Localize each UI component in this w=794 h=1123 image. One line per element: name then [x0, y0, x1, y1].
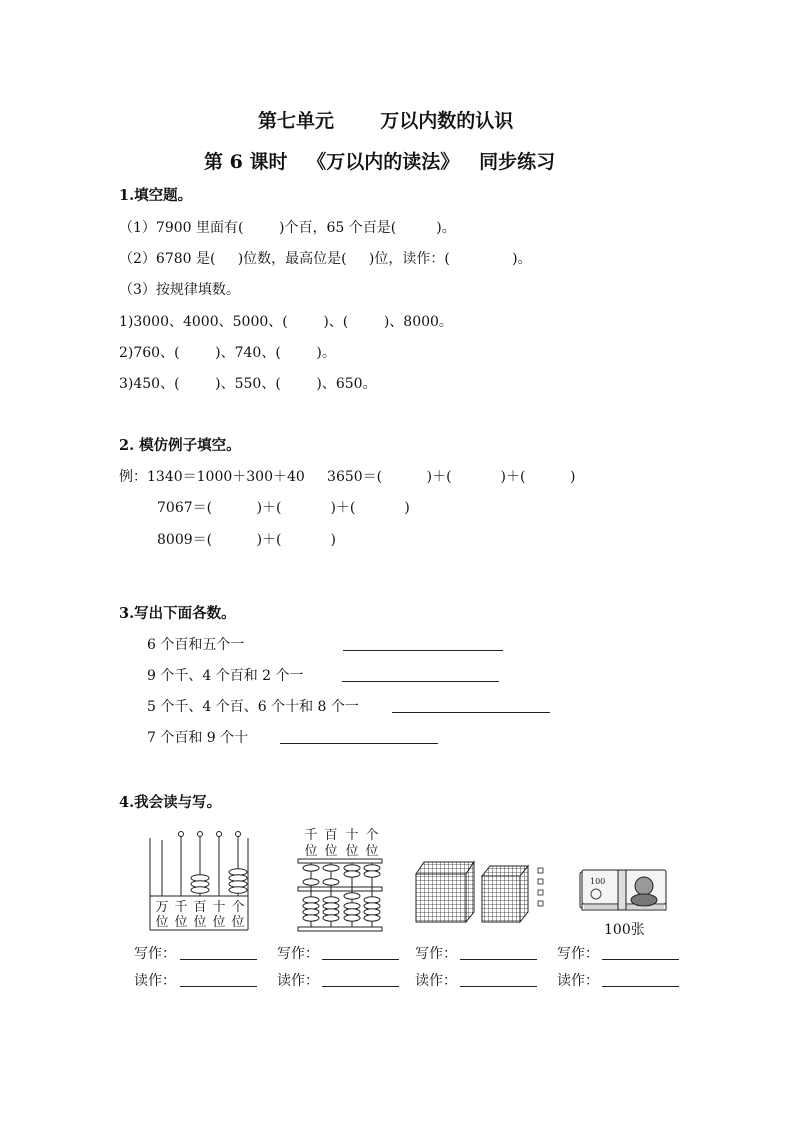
- abacus1-label-1: 千: [174, 900, 188, 915]
- q3-answer-line-3[interactable]: [392, 712, 550, 713]
- abacus1-label-0: 万: [155, 900, 169, 915]
- q3-answer-line-4[interactable]: [280, 743, 438, 744]
- q3-answer-line-2[interactable]: [342, 681, 499, 682]
- abacus1-sub-3: 位: [212, 915, 226, 930]
- q1-title: 1.填空题。: [119, 187, 193, 204]
- q1-item-4: 1)3000、4000、5000、( )、( )、8000。: [119, 314, 453, 330]
- abacus2-sub-2: 位: [345, 844, 359, 859]
- write-label-2: 写作：: [277, 946, 319, 962]
- abacus2-sub-1: 位: [324, 844, 338, 859]
- money-caption: 100张: [604, 922, 645, 938]
- q1-item-5: 2)760、( )、740、( )。: [119, 345, 336, 361]
- abacus1-sub-1: 位: [174, 915, 188, 930]
- q3-item-4: 7 个百和 9 个十: [147, 730, 249, 746]
- q1-item-3: （3）按规律填数。: [119, 282, 240, 298]
- abacus1-label-3: 十: [212, 900, 226, 915]
- write-line-1[interactable]: [180, 959, 257, 960]
- q3-title: 3.写出下面各数。: [119, 605, 236, 622]
- abacus1-label-2: 百: [193, 900, 207, 915]
- lesson-title: 第 6 课时 《万以内的读法》 同步练习: [204, 151, 556, 173]
- write-line-2[interactable]: [322, 959, 399, 960]
- read-line-1[interactable]: [180, 986, 257, 987]
- q1-item-6: 3)450、( )、550、( )、650。: [119, 376, 377, 392]
- abacus2-label-2: 十: [345, 828, 359, 843]
- q3-item-1: 6 个百和五个一: [147, 637, 245, 653]
- q2-item-2: 8009＝( )＋( ): [157, 532, 336, 548]
- write-line-4[interactable]: [602, 959, 679, 960]
- abacus2-label-3: 个: [365, 828, 379, 843]
- abacus2-label-0: 千: [304, 828, 318, 843]
- q2-item-1: 7067＝( )＋( )＋( ): [157, 500, 410, 516]
- banknote-stack-image: [578, 866, 668, 916]
- read-label-3: 读作：: [415, 973, 457, 989]
- svg-text:100: 100: [590, 877, 606, 886]
- write-label-4: 写作：: [557, 946, 599, 962]
- write-label-3: 写作：: [415, 946, 457, 962]
- q2-title: 2. 模仿例子填空。: [119, 437, 241, 454]
- abacus2-label-1: 百: [324, 828, 338, 843]
- abacus1-label-4: 个: [231, 900, 245, 915]
- abacus-counting-frame-image: [146, 830, 252, 932]
- abacus2-sub-0: 位: [304, 844, 318, 859]
- write-label-1: 写作：: [134, 946, 176, 962]
- abacus-suanpan-image: [292, 826, 386, 934]
- unit-title: 第七单元 万以内数的认识: [258, 110, 514, 132]
- abacus1-sub-2: 位: [193, 915, 207, 930]
- q1-item-1: （1）7900 里面有( )个百，65 个百是( )。: [119, 220, 456, 236]
- write-line-3[interactable]: [460, 959, 537, 960]
- read-label-4: 读作：: [557, 973, 599, 989]
- q1-item-2: （2）6780 是( )位数，最高位是( )位，读作：( )。: [119, 251, 532, 267]
- thousand-cubes-image: [412, 856, 552, 926]
- q3-item-2: 9 个千、4 个百和 2 个一: [147, 668, 304, 684]
- abacus1-sub-0: 位: [155, 915, 169, 930]
- read-line-2[interactable]: [322, 986, 399, 987]
- q2-example: 例：1340＝1000＋300＋40 3650＝( )＋( )＋( ): [119, 469, 576, 485]
- read-line-4[interactable]: [602, 986, 679, 987]
- read-line-3[interactable]: [460, 986, 537, 987]
- abacus1-sub-4: 位: [231, 915, 245, 930]
- abacus2-sub-3: 位: [365, 844, 379, 859]
- read-label-1: 读作：: [134, 973, 176, 989]
- q4-title: 4.我会读与写。: [119, 794, 222, 811]
- q3-answer-line-1[interactable]: [343, 650, 503, 651]
- q3-item-3: 5 个千、4 个百、6 个十和 8 个一: [147, 699, 359, 715]
- read-label-2: 读作：: [277, 973, 319, 989]
